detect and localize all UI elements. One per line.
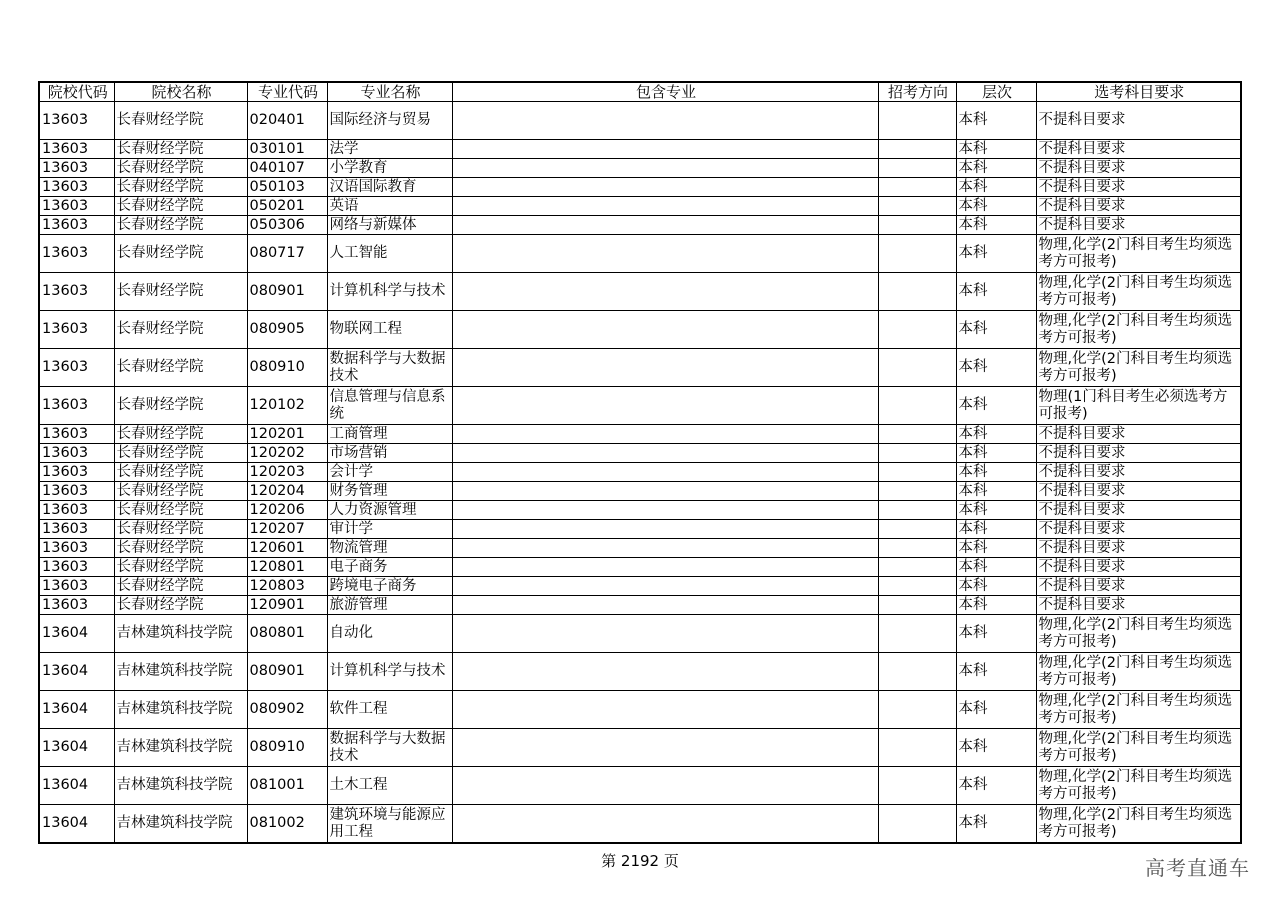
cell-school-name: 长春财经学院 [114,311,247,349]
cell-subject-requirement: 不提科目要求 [1036,501,1241,520]
cell-direction [878,767,956,805]
cell-direction [878,102,956,140]
cell-subject-requirement: 物理,化学(2门科目考生均须选考方可报考) [1036,729,1241,767]
cell-school-code: 13603 [39,273,114,311]
cell-level: 本科 [956,140,1036,159]
cell-level: 本科 [956,178,1036,197]
cell-subject-requirement: 物理,化学(2门科目考生均须选考方可报考) [1036,767,1241,805]
cell-school-name: 长春财经学院 [114,216,247,235]
cell-major-code: 080801 [247,615,327,653]
cell-school-code: 13603 [39,577,114,596]
cell-level: 本科 [956,197,1036,216]
table-row [39,463,1241,482]
table-row [39,235,1241,273]
cell-major-code: 080901 [247,273,327,311]
cell-level: 本科 [956,691,1036,729]
cell-level: 本科 [956,653,1036,691]
cell-major-code: 120102 [247,387,327,425]
cell-school-name: 长春财经学院 [114,482,247,501]
cell-subject-requirement: 物理,化学(2门科目考生均须选考方可报考) [1036,653,1241,691]
cell-subject-requirement: 物理,化学(2门科目考生均须选考方可报考) [1036,615,1241,653]
cell-subject-requirement: 不提科目要求 [1036,216,1241,235]
cell-direction [878,520,956,539]
cell-school-code: 13603 [39,349,114,387]
cell-included-majors [452,482,878,501]
table-row [39,577,1241,596]
cell-school-name: 长春财经学院 [114,577,247,596]
cell-major-code: 120601 [247,539,327,558]
cell-subject-requirement: 物理,化学(2门科目考生均须选考方可报考) [1036,235,1241,273]
table-row [39,216,1241,235]
cell-major-code: 030101 [247,140,327,159]
table-row [39,558,1241,577]
table-header-row [39,82,1241,102]
cell-major-name: 电子商务 [327,558,452,577]
header-major-code: 专业代码 [247,82,327,102]
cell-school-name: 长春财经学院 [114,558,247,577]
cell-direction [878,349,956,387]
cell-included-majors [452,691,878,729]
cell-major-name: 市场营销 [327,444,452,463]
watermark-text: 高考直通车 [1145,856,1250,880]
cell-major-name: 建筑环境与能源应用工程 [327,805,452,844]
cell-level: 本科 [956,729,1036,767]
cell-included-majors [452,729,878,767]
cell-subject-requirement: 物理,化学(2门科目考生均须选考方可报考) [1036,349,1241,387]
cell-major-name: 自动化 [327,615,452,653]
cell-major-name: 审计学 [327,520,452,539]
cell-level: 本科 [956,482,1036,501]
cell-major-name: 工商管理 [327,425,452,444]
cell-subject-requirement: 不提科目要求 [1036,444,1241,463]
cell-school-name: 长春财经学院 [114,235,247,273]
cell-subject-requirement: 不提科目要求 [1036,482,1241,501]
cell-school-name: 吉林建筑科技学院 [114,615,247,653]
cell-school-name: 吉林建筑科技学院 [114,805,247,844]
cell-school-code: 13603 [39,482,114,501]
cell-school-code: 13603 [39,311,114,349]
cell-direction [878,197,956,216]
table-row [39,178,1241,197]
table-row [39,805,1241,844]
cell-included-majors [452,235,878,273]
cell-school-code: 13603 [39,197,114,216]
cell-school-code: 13603 [39,501,114,520]
cell-school-code: 13603 [39,596,114,615]
cell-level: 本科 [956,615,1036,653]
cell-school-code: 13604 [39,729,114,767]
cell-direction [878,273,956,311]
cell-level: 本科 [956,425,1036,444]
cell-included-majors [452,767,878,805]
cell-subject-requirement: 不提科目要求 [1036,140,1241,159]
cell-direction [878,501,956,520]
cell-subject-requirement: 不提科目要求 [1036,178,1241,197]
cell-direction [878,653,956,691]
table-row [39,311,1241,349]
cell-included-majors [452,197,878,216]
table-row [39,482,1241,501]
cell-included-majors [452,349,878,387]
cell-major-code: 081002 [247,805,327,844]
cell-school-code: 13604 [39,653,114,691]
cell-included-majors [452,577,878,596]
cell-major-code: 050201 [247,197,327,216]
cell-major-code: 040107 [247,159,327,178]
cell-subject-requirement: 不提科目要求 [1036,102,1241,140]
header-included-majors: 包含专业 [452,82,878,102]
cell-included-majors [452,539,878,558]
cell-major-code: 120901 [247,596,327,615]
cell-direction [878,463,956,482]
table-row [39,273,1241,311]
cell-school-name: 吉林建筑科技学院 [114,691,247,729]
cell-level: 本科 [956,596,1036,615]
header-subject-requirement: 选考科目要求 [1036,82,1241,102]
cell-level: 本科 [956,805,1036,844]
cell-subject-requirement: 不提科目要求 [1036,520,1241,539]
cell-direction [878,596,956,615]
cell-school-code: 13603 [39,444,114,463]
table-row [39,539,1241,558]
cell-included-majors [452,615,878,653]
cell-major-name: 网络与新媒体 [327,216,452,235]
cell-direction [878,539,956,558]
cell-major-name: 财务管理 [327,482,452,501]
cell-major-name: 计算机科学与技术 [327,653,452,691]
cell-school-name: 长春财经学院 [114,501,247,520]
cell-included-majors [452,558,878,577]
cell-included-majors [452,444,878,463]
cell-subject-requirement: 物理,化学(2门科目考生均须选考方可报考) [1036,273,1241,311]
table-row [39,102,1241,140]
cell-level: 本科 [956,520,1036,539]
cell-school-code: 13604 [39,767,114,805]
cell-subject-requirement: 物理(1门科目考生必须选考方可报考) [1036,387,1241,425]
cell-major-name: 信息管理与信息系统 [327,387,452,425]
cell-major-code: 080717 [247,235,327,273]
cell-level: 本科 [956,273,1036,311]
cell-direction [878,444,956,463]
cell-included-majors [452,501,878,520]
cell-major-name: 小学教育 [327,159,452,178]
cell-major-name: 物流管理 [327,539,452,558]
cell-school-name: 长春财经学院 [114,387,247,425]
cell-school-code: 13603 [39,558,114,577]
cell-school-name: 长春财经学院 [114,102,247,140]
cell-school-code: 13603 [39,235,114,273]
cell-school-code: 13603 [39,463,114,482]
cell-school-code: 13603 [39,159,114,178]
cell-subject-requirement: 不提科目要求 [1036,577,1241,596]
page-number: 第 2192 页 [601,852,679,870]
cell-level: 本科 [956,216,1036,235]
cell-school-name: 吉林建筑科技学院 [114,767,247,805]
cell-level: 本科 [956,539,1036,558]
cell-school-code: 13603 [39,216,114,235]
cell-school-name: 长春财经学院 [114,425,247,444]
cell-school-code: 13603 [39,140,114,159]
cell-major-code: 120207 [247,520,327,539]
table-row [39,520,1241,539]
cell-major-name: 土木工程 [327,767,452,805]
cell-school-name: 长春财经学院 [114,539,247,558]
table-body [39,102,1241,844]
cell-school-name: 长春财经学院 [114,159,247,178]
cell-major-name: 软件工程 [327,691,452,729]
cell-direction [878,482,956,501]
table-row [39,653,1241,691]
cell-direction [878,235,956,273]
cell-included-majors [452,102,878,140]
cell-direction [878,615,956,653]
cell-subject-requirement: 不提科目要求 [1036,425,1241,444]
cell-major-name: 人力资源管理 [327,501,452,520]
cell-direction [878,387,956,425]
cell-major-code: 080902 [247,691,327,729]
cell-major-code: 020401 [247,102,327,140]
table-row [39,349,1241,387]
cell-school-name: 长春财经学院 [114,273,247,311]
cell-major-code: 120801 [247,558,327,577]
cell-school-name: 长春财经学院 [114,349,247,387]
cell-school-name: 长春财经学院 [114,178,247,197]
table-row [39,691,1241,729]
cell-subject-requirement: 物理,化学(2门科目考生均须选考方可报考) [1036,691,1241,729]
cell-major-code: 080901 [247,653,327,691]
cell-subject-requirement: 不提科目要求 [1036,197,1241,216]
cell-level: 本科 [956,577,1036,596]
cell-level: 本科 [956,767,1036,805]
cell-subject-requirement: 不提科目要求 [1036,539,1241,558]
cell-direction [878,216,956,235]
cell-included-majors [452,159,878,178]
cell-included-majors [452,520,878,539]
cell-level: 本科 [956,387,1036,425]
cell-major-code: 080910 [247,349,327,387]
cell-included-majors [452,463,878,482]
cell-level: 本科 [956,159,1036,178]
cell-school-code: 13603 [39,387,114,425]
cell-major-name: 数据科学与大数据技术 [327,729,452,767]
cell-level: 本科 [956,444,1036,463]
table-row [39,501,1241,520]
cell-major-code: 050103 [247,178,327,197]
cell-direction [878,729,956,767]
cell-subject-requirement: 不提科目要求 [1036,159,1241,178]
cell-school-code: 13604 [39,805,114,844]
cell-school-name: 长春财经学院 [114,463,247,482]
cell-school-code: 13603 [39,539,114,558]
cell-major-code: 120202 [247,444,327,463]
cell-direction [878,691,956,729]
cell-major-name: 法学 [327,140,452,159]
cell-subject-requirement: 不提科目要求 [1036,558,1241,577]
header-level: 层次 [956,82,1036,102]
cell-level: 本科 [956,311,1036,349]
cell-subject-requirement: 物理,化学(2门科目考生均须选考方可报考) [1036,805,1241,844]
table-row [39,596,1241,615]
header-direction: 招考方向 [878,82,956,102]
cell-level: 本科 [956,102,1036,140]
cell-major-name: 会计学 [327,463,452,482]
cell-major-code: 120803 [247,577,327,596]
table-row [39,767,1241,805]
cell-included-majors [452,311,878,349]
table-row [39,140,1241,159]
cell-school-code: 13603 [39,520,114,539]
cell-school-name: 吉林建筑科技学院 [114,729,247,767]
cell-school-code: 13603 [39,178,114,197]
header-school-code: 院校代码 [39,82,114,102]
table-row [39,387,1241,425]
cell-major-code: 050306 [247,216,327,235]
cell-subject-requirement: 不提科目要求 [1036,463,1241,482]
cell-school-name: 长春财经学院 [114,520,247,539]
cell-direction [878,140,956,159]
table-row [39,159,1241,178]
cell-major-name: 国际经济与贸易 [327,102,452,140]
cell-major-name: 旅游管理 [327,596,452,615]
cell-major-code: 080910 [247,729,327,767]
cell-level: 本科 [956,349,1036,387]
cell-school-name: 长春财经学院 [114,197,247,216]
cell-school-name: 长春财经学院 [114,444,247,463]
cell-direction [878,577,956,596]
cell-included-majors [452,216,878,235]
cell-subject-requirement: 物理,化学(2门科目考生均须选考方可报考) [1036,311,1241,349]
cell-major-code: 120203 [247,463,327,482]
cell-direction [878,311,956,349]
cell-school-code: 13603 [39,425,114,444]
cell-subject-requirement: 不提科目要求 [1036,596,1241,615]
cell-major-code: 120204 [247,482,327,501]
cell-included-majors [452,596,878,615]
cell-level: 本科 [956,501,1036,520]
cell-included-majors [452,140,878,159]
cell-major-name: 数据科学与大数据技术 [327,349,452,387]
table-row [39,197,1241,216]
cell-school-code: 13604 [39,615,114,653]
cell-included-majors [452,805,878,844]
cell-direction [878,558,956,577]
cell-level: 本科 [956,558,1036,577]
cell-major-code: 080905 [247,311,327,349]
cell-major-name: 物联网工程 [327,311,452,349]
cell-school-name: 长春财经学院 [114,596,247,615]
cell-school-code: 13603 [39,102,114,140]
table-row [39,425,1241,444]
cell-major-code: 120206 [247,501,327,520]
cell-major-name: 人工智能 [327,235,452,273]
cell-major-name: 汉语国际教育 [327,178,452,197]
cell-direction [878,425,956,444]
cell-included-majors [452,387,878,425]
cell-major-code: 120201 [247,425,327,444]
table-row [39,444,1241,463]
cell-included-majors [452,178,878,197]
cell-school-code: 13604 [39,691,114,729]
table-row [39,729,1241,767]
cell-direction [878,178,956,197]
cell-school-name: 长春财经学院 [114,140,247,159]
cell-major-name: 计算机科学与技术 [327,273,452,311]
cell-direction [878,159,956,178]
cell-level: 本科 [956,235,1036,273]
cell-level: 本科 [956,463,1036,482]
cell-school-name: 吉林建筑科技学院 [114,653,247,691]
cell-major-name: 跨境电子商务 [327,577,452,596]
cell-direction [878,805,956,844]
header-school-name: 院校名称 [114,82,247,102]
header-major-name: 专业名称 [327,82,452,102]
table-row [39,615,1241,653]
admissions-table [38,81,1242,844]
cell-major-code: 081001 [247,767,327,805]
cell-included-majors [452,425,878,444]
cell-included-majors [452,273,878,311]
cell-included-majors [452,653,878,691]
cell-major-name: 英语 [327,197,452,216]
